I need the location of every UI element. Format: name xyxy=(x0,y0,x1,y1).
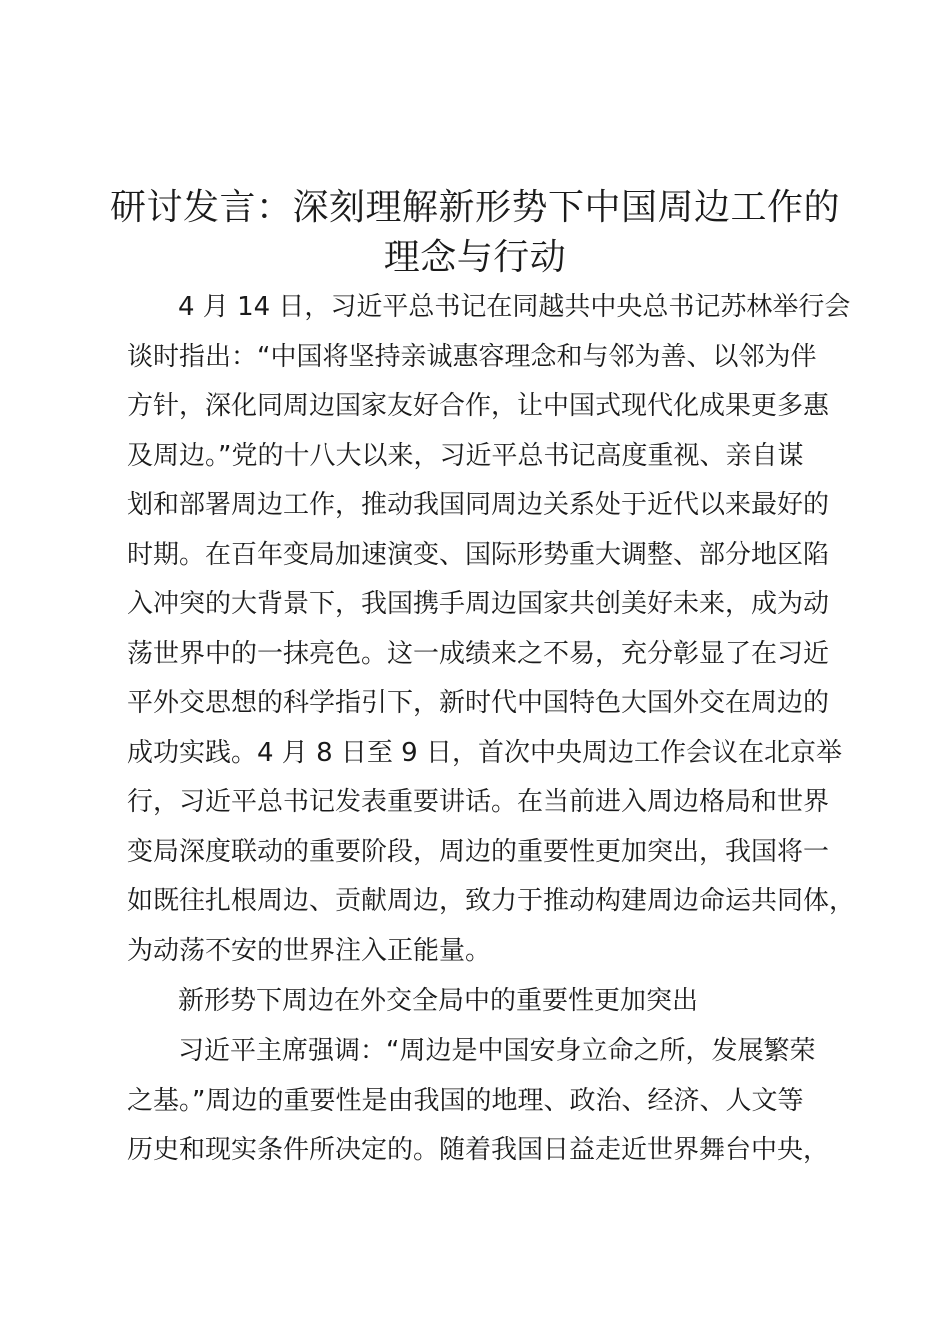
body-line: 及周边。”党的十八大以来，习近平总书记高度重视、亲自谋 xyxy=(127,441,804,471)
body-line: 历史和现实条件所决定的。随着我国日益走近世界舞台中央， xyxy=(127,1135,830,1165)
body-line: 谈时指出：“中国将坚持亲诚惠容理念和与邻为善、以邻为伴 xyxy=(127,342,817,372)
body-line: 行，习近平总书记发表重要讲话。在当前进入周边格局和世界 xyxy=(127,787,830,817)
body-line: 如既往扎根周边、贡献周边，致力于推动构建周边命运共同体， xyxy=(127,886,856,916)
section-heading: 新形势下周边在外交全局中的重要性更加突出 xyxy=(178,986,699,1016)
body-line: 时期。在百年变局加速演变、国际形势重大调整、部分地区陷 xyxy=(127,540,830,570)
body-line: 4 月 14 日，习近平总书记在同越共中央总书记苏林举行会 xyxy=(178,292,851,322)
document-title-line-2: 理念与行动 xyxy=(383,237,567,278)
body-line: 平外交思想的科学指引下，新时代中国特色大国外交在周边的 xyxy=(127,688,830,718)
body-line: 荡世界中的一抹亮色。这一成绩来之不易，充分彰显了在习近 xyxy=(127,639,830,669)
document-title-line-1: 研讨发言：深刻理解新形势下中国周边工作的 xyxy=(109,187,840,228)
body-line: 之基。”周边的重要性是由我国的地理、政治、经济、人文等 xyxy=(127,1086,804,1116)
body-line: 成功实践。4 月 8 日至 9 日，首次中央周边工作会议在北京举 xyxy=(127,738,842,768)
body-line: 为动荡不安的世界注入正能量。 xyxy=(127,936,492,966)
body-line: 习近平主席强调：“周边是中国安身立命之所，发展繁荣 xyxy=(178,1036,816,1066)
body-line: 划和部署周边工作，推动我国同周边关系处于近代以来最好的 xyxy=(127,490,830,520)
body-line: 入冲突的大背景下，我国携手周边国家共创美好未来，成为动 xyxy=(127,589,830,619)
body-line: 变局深度联动的重要阶段，周边的重要性更加突出，我国将一 xyxy=(127,837,830,867)
body-line: 方针，深化同周边国家友好合作，让中国式现代化成果更多惠 xyxy=(127,391,830,421)
